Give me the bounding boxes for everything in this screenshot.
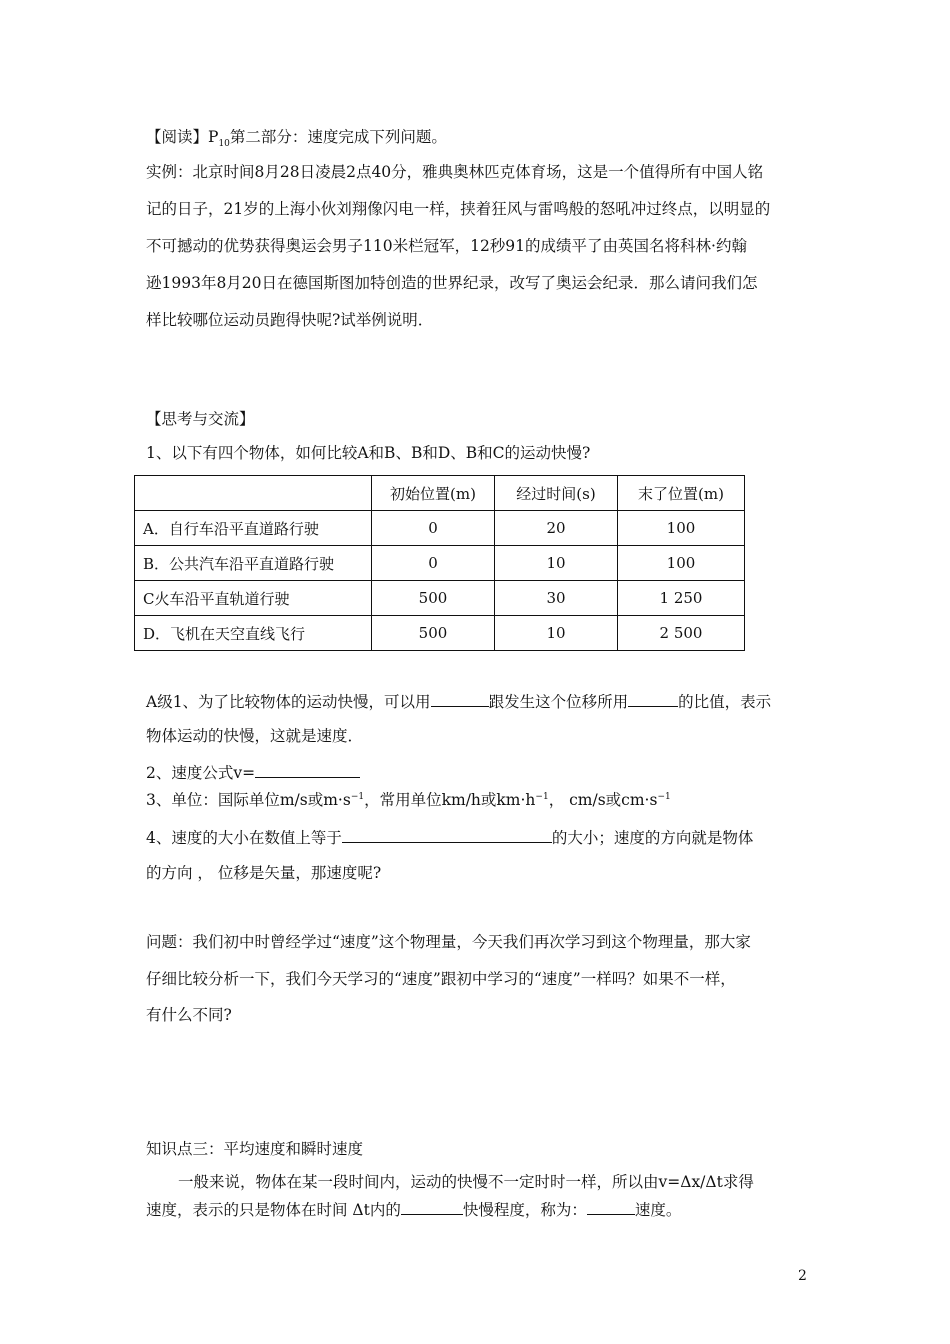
reading-header: 【阅读】$P_{10}$第二部分：速度完成下列问题。 xyxy=(146,128,447,150)
table-cell: 100 xyxy=(618,511,745,546)
table-header-cell: 初始位置(m) xyxy=(372,476,495,511)
motion-table xyxy=(134,475,745,651)
problem-line-3: 有什么不同? xyxy=(146,1006,232,1024)
question-1: 1、以下有四个物体，如何比较A和B、B和D、B和C的运动快慢? xyxy=(146,444,591,462)
table-row xyxy=(135,581,745,616)
page-number: 2 xyxy=(798,1268,807,1284)
table-cell: 10 xyxy=(495,616,618,651)
problem-line-1: 问题：我们初中时曾经学过“速度”这个物理量，今天我们再次学习到这个物理量，那大家 xyxy=(146,933,751,951)
table-header-row xyxy=(135,476,745,511)
table-cell: 30 xyxy=(495,581,618,616)
table-cell: D．飞机在天空直线飞行 xyxy=(135,616,372,651)
table-row xyxy=(135,616,745,651)
table-cell: 500 xyxy=(372,581,495,616)
table-row xyxy=(135,511,745,546)
example-line-1: 实例：北京时间8月28日凌晨2点40分，雅典奥林匹克体育场，这是一个值得所有中国人铭 xyxy=(146,163,764,181)
table-header-cell xyxy=(135,476,372,511)
example-line-4: 逊1993年8月20日在德国斯图加特创造的世界纪录，改写了奥运会纪录．那么请问我们怎 xyxy=(146,274,758,292)
answer-blank xyxy=(431,690,489,707)
answer-blank xyxy=(401,1198,463,1215)
table-cell: 100 xyxy=(618,546,745,581)
problem-line-2: 仔细比较分析一下，我们今天学习的“速度”跟初中学习的“速度”一样吗？如果不一样， xyxy=(146,970,736,988)
table-cell: 20 xyxy=(495,511,618,546)
answer-blank xyxy=(628,690,678,707)
example-line-2: 记的日子，21岁的上海小伙刘翔像闪电一样，挟着狂风与雷鸣般的怒吼冲过终点，以明显的 xyxy=(146,200,771,218)
level-a-q1: A级1、为了比较物体的运动快慢，可以用 跟发生这个位移所用 的比值，表示 xyxy=(146,690,771,712)
table-cell: 1 250 xyxy=(618,581,745,616)
level-a-q2: 2、速度公式v= xyxy=(146,761,360,783)
knowledge3-line1: 一般来说，物体在某一段时间内，运动的快慢不一定时时一样，所以由v=Δx/Δt求得 xyxy=(178,1173,754,1191)
table-cell: 0 xyxy=(372,511,495,546)
think-header: 【思考与交流】 xyxy=(146,410,255,428)
table-header-cell: 经过时间(s) xyxy=(495,476,618,511)
knowledge3-title: 知识点三：平均速度和瞬时速度 xyxy=(146,1140,364,1158)
level-a-q1-line2: 物体运动的快慢，这就是速度． xyxy=(146,727,364,745)
level-a-q4-line2: 的方向 ， 位移是矢量，那速度呢? xyxy=(146,864,382,882)
table-cell: C火车沿平直轨道行驶 xyxy=(135,581,372,616)
level-a-q4: 4、速度的大小在数值上等于 的大小；速度的方向就是物体 xyxy=(146,826,753,848)
table-header-cell: 末了位置(m) xyxy=(618,476,745,511)
table-cell: 0 xyxy=(372,546,495,581)
table-cell: 2 500 xyxy=(618,616,745,651)
table-cell: 500 xyxy=(372,616,495,651)
answer-blank xyxy=(255,761,360,778)
answer-blank xyxy=(587,1198,635,1215)
level-a-q3: 3、单位：国际单位m/s或$m\cdot s^{-1}$，常用单位km/h或$km\cdot h^{-1}$， cm/s或$cm\cdot s^{-1}$ xyxy=(146,791,671,809)
table-cell: 10 xyxy=(495,546,618,581)
table-cell: A．自行车沿平直道路行驶 xyxy=(135,511,372,546)
table-cell: B．公共汽车沿平直道路行驶 xyxy=(135,546,372,581)
table-row xyxy=(135,546,745,581)
example-line-5: 样比较哪位运动员跑得快呢?试举例说明． xyxy=(146,311,434,329)
example-line-3: 不可撼动的优势获得奥运会男子110米栏冠军，12秒91的成绩平了由英国名将科林·约翰 xyxy=(146,237,747,255)
knowledge3-line2: 速度，表示的只是物体在时间 Δt内的 快慢程度，称为： 速度。 xyxy=(146,1198,681,1220)
answer-blank xyxy=(342,826,552,843)
